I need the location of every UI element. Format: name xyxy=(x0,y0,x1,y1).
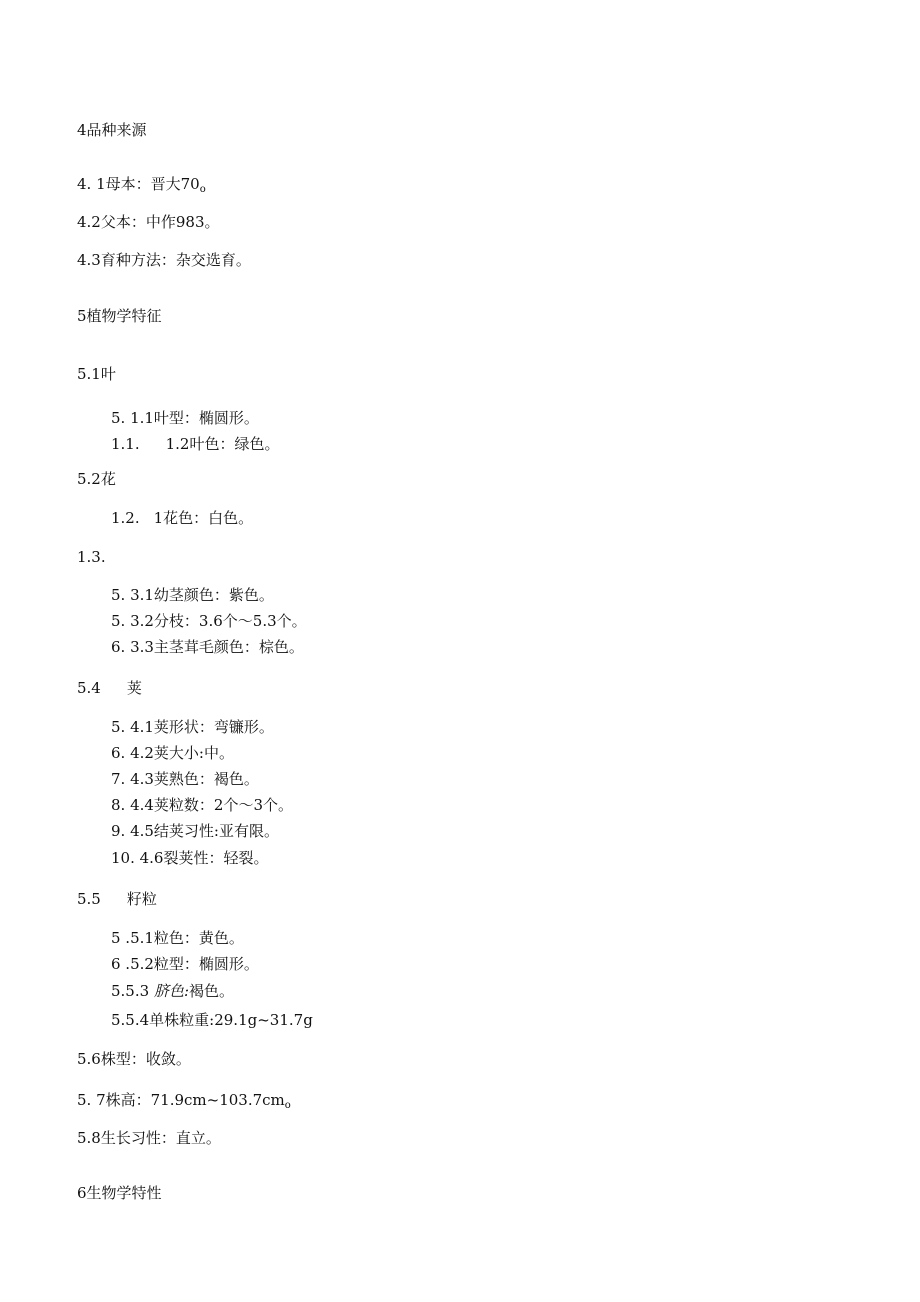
item-5-5-4: 5.5.4单株粒重:29.1g~31.7g xyxy=(111,1011,313,1029)
item-5-5 xyxy=(77,889,157,909)
item-5-6: 5.6株型：收敛。 xyxy=(77,1050,191,1068)
item-5-4-text: 荚 xyxy=(126,679,142,697)
item-5-7-suffix: o xyxy=(284,1100,291,1111)
item-5-4-3: 7. 4.3荚熟色：褐色。 xyxy=(111,770,259,788)
item-4-1 xyxy=(77,174,206,200)
item-5-4 xyxy=(77,678,142,698)
item-5-2: 5.2花 xyxy=(77,470,116,488)
item-5-5-text: 籽粒 xyxy=(126,890,157,908)
item-5-4-6: 10. 4.6裂荚性：轻裂。 xyxy=(111,849,269,867)
item-5-4-2: 6. 4.2荚大小:中。 xyxy=(111,744,234,762)
item-5-5-2: 6 .5.2粒型：椭圆形。 xyxy=(111,955,259,973)
item-5-1-2 xyxy=(111,434,279,454)
item-5-8: 5.8生长习性：直立。 xyxy=(77,1129,221,1147)
item-5-5-3 xyxy=(111,981,234,1001)
section-5-heading: 5植物学特征 xyxy=(77,307,162,325)
item-4-3: 4.3育种方法：杂交选育。 xyxy=(77,251,251,269)
item-4-2: 4.2父本：中作983。 xyxy=(77,213,220,231)
item-4-1-suffix: o xyxy=(199,184,206,195)
item-5-5-3-value: 褐色。 xyxy=(189,982,235,1000)
item-5-2-1 xyxy=(111,508,253,528)
item-5-1: 5.1叶 xyxy=(77,365,116,383)
item-5-3-3: 6. 3.3主茎茸毛颜色：棕色。 xyxy=(111,638,304,656)
item-5-5-1: 5 .5.1粒色：黄色。 xyxy=(111,929,244,947)
item-5-4-number: 5.4 xyxy=(77,679,101,697)
item-5-4-4: 8. 4.4荚粒数：2个～3个。 xyxy=(111,796,294,814)
item-5-5-number: 5.5 xyxy=(77,890,101,908)
item-5-2-1-text: 1花色：白色。 xyxy=(153,509,254,527)
item-5-1-2-text: 1.2叶色：绿色。 xyxy=(165,435,280,453)
item-5-3-1: 5. 3.1幼茎颜色：紫色。 xyxy=(111,586,274,604)
item-5-7-text: 5. 7株高：71.9cm~103.7cm xyxy=(77,1091,285,1109)
section-4-heading: 4品种来源 xyxy=(77,121,147,139)
item-5-5-3-number: 5.5.3 xyxy=(111,982,154,1000)
item-5-4-1: 5. 4.1荚形状：弯镰形。 xyxy=(111,718,274,736)
item-5-4-5: 9. 4.5结荚习性:亚有限。 xyxy=(111,822,279,840)
item-4-1-text: 4. 1母本：晋大70 xyxy=(77,175,200,193)
item-5-3: 1.3. xyxy=(77,548,106,566)
item-5-1-2-number: 1.1. xyxy=(111,435,140,453)
section-6-heading: 6生物学特性 xyxy=(77,1184,162,1202)
item-5-1-1: 5. 1.1叶型：椭圆形。 xyxy=(111,409,259,427)
item-5-2-1-number: 1.2. xyxy=(111,509,140,527)
item-5-5-3-label: 脐色: xyxy=(153,982,189,1000)
item-5-7 xyxy=(77,1090,291,1116)
item-5-3-2: 5. 3.2分枝：3.6个～5.3个。 xyxy=(111,612,307,630)
